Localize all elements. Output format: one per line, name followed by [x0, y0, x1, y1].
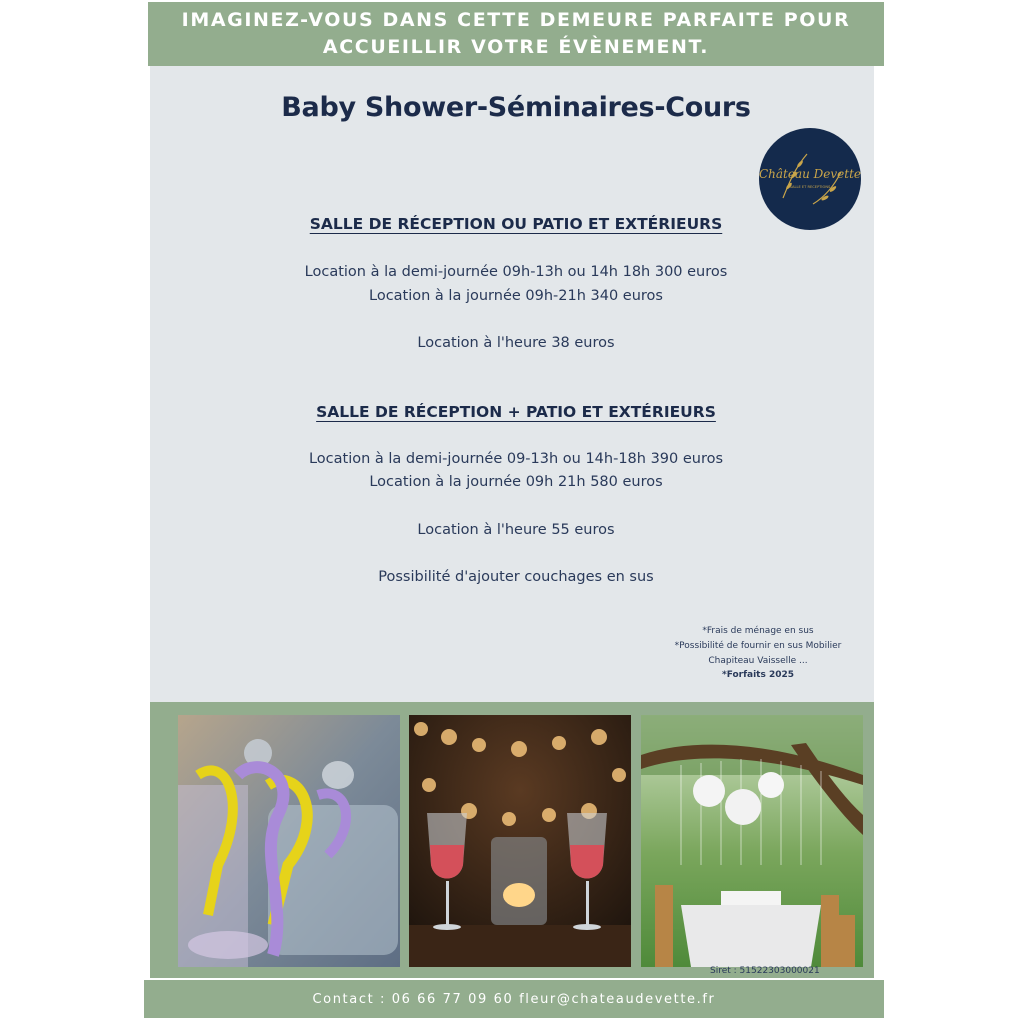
- section2-line: Location à la demi-journée 09-13h ou 14h-18h 390 euros: [308, 451, 724, 467]
- contact-bar: [144, 980, 884, 1018]
- section2-line: Possibilité d'ajouter couchages en sus: [378, 569, 654, 585]
- flyer-page: [148, 0, 884, 1024]
- ribbon-jar-image: [178, 715, 400, 967]
- footnote: *Frais de ménage en sus: [702, 626, 814, 636]
- section1-line: Location à la demi-journée 09h-13h ou 14h 18h 300 euros: [304, 264, 728, 280]
- garden-tent-photo: [641, 715, 863, 967]
- banner-text: IMAGINEZ-VOUS DANS CETTE DEMEURE PARFAITE POUR ACCUEILLIR VOTRE ÉVÈNEMENT.: [181, 9, 851, 58]
- section1-heading: SALLE DE RÉCEPTION OU PATIO ET EXTÉRIEURS: [309, 215, 723, 233]
- top-banner: [148, 2, 884, 66]
- contact-text: Contact : 06 66 77 09 60 fleur@chateaudevette.fr: [312, 991, 716, 1007]
- garden-party-image: [641, 715, 863, 967]
- page-title: Baby Shower-Séminaires-Cours: [281, 92, 751, 123]
- siret-number: Siret : 51522303000021: [710, 966, 820, 976]
- svg-text:SALLE ET RECEPTIONS: SALLE ET RECEPTIONS: [789, 185, 831, 189]
- section1-line: Location à l'heure 38 euros: [417, 335, 615, 351]
- wine-glasses-photo: [409, 715, 631, 967]
- wine-glasses-image: [409, 715, 631, 967]
- section2-line: Location à l'heure 55 euros: [417, 522, 615, 538]
- section2-heading: SALLE DE RÉCEPTION + PATIO ET EXTÉRIEURS: [316, 403, 716, 421]
- svg-text:Château Devette: Château Devette: [759, 167, 861, 181]
- section2-line: Location à la journée 09h 21h 580 euros: [369, 474, 663, 490]
- footnote: Chapiteau Vaisselle ...: [708, 656, 808, 666]
- ribbon-jars-photo: [178, 715, 400, 967]
- footnote: *Forfaits 2025: [721, 670, 795, 680]
- footnote: *Possibilité de fournir en sus Mobilier: [674, 641, 842, 651]
- section1-line: Location à la journée 09h-21h 340 euros: [369, 288, 663, 304]
